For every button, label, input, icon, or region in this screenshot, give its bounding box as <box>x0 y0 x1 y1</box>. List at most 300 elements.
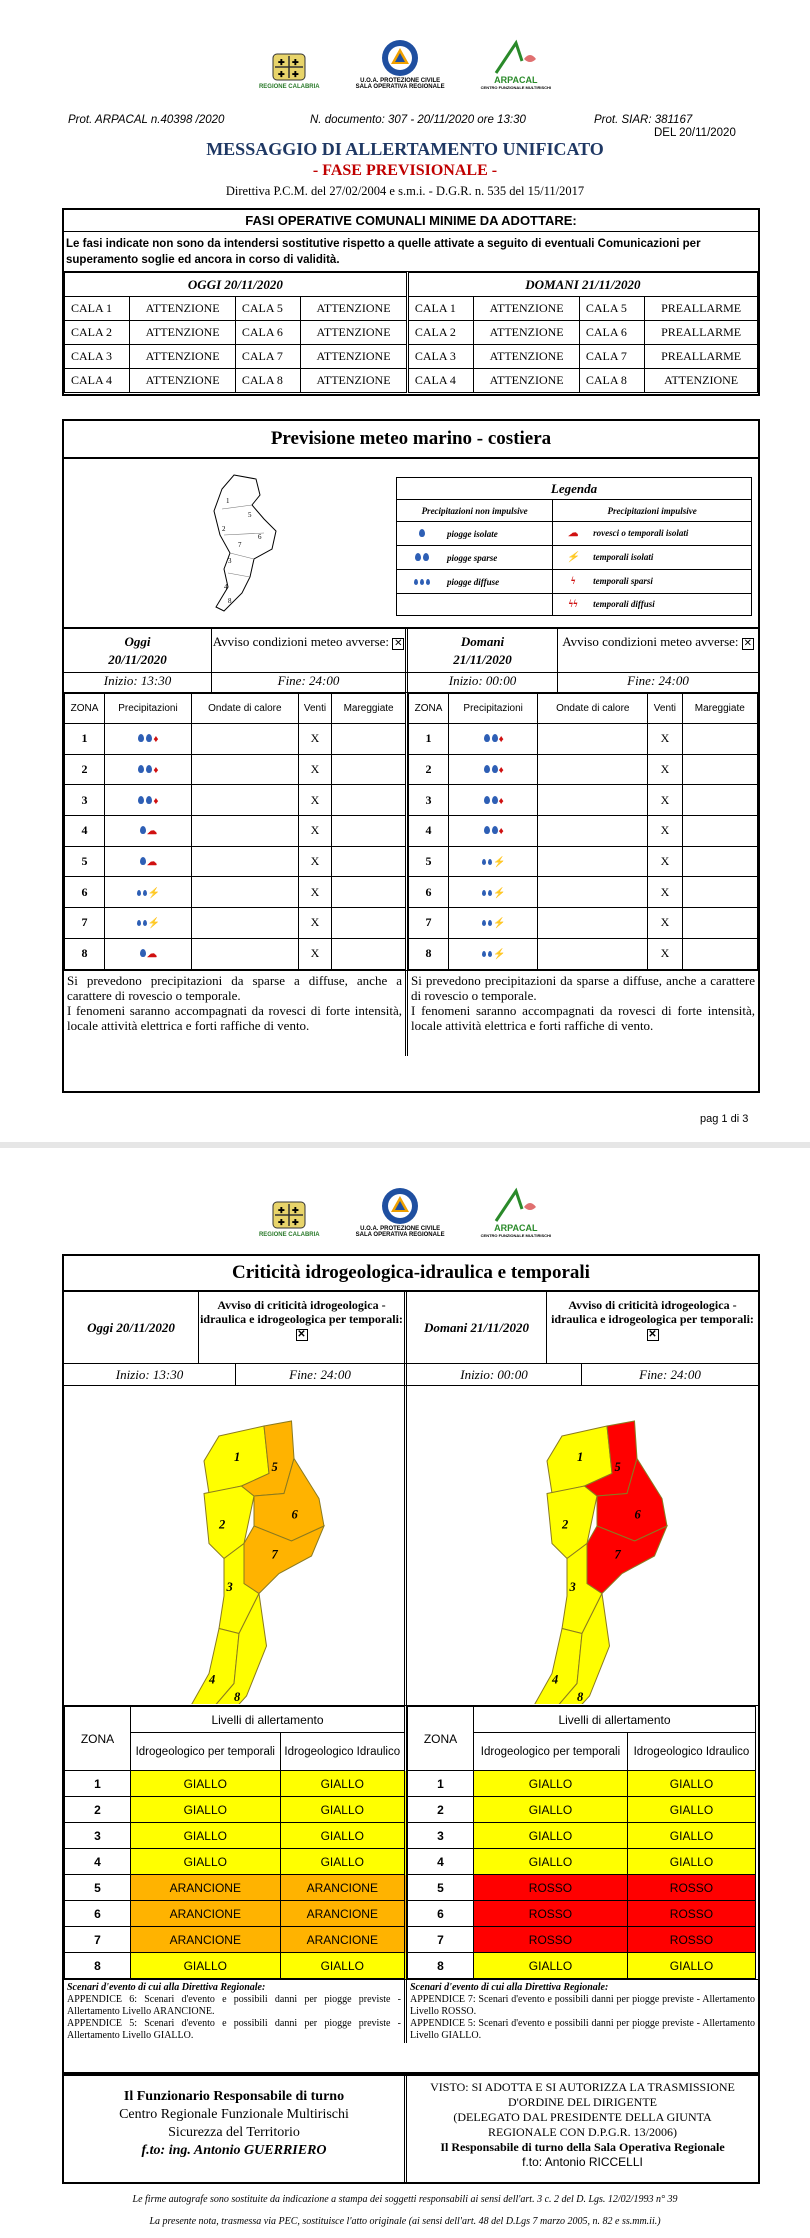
crit-level: GIALLO <box>627 1797 755 1823</box>
meteo-cell <box>538 877 648 908</box>
crit-domani: Domani 21/11/2020 <box>407 1292 547 1363</box>
zone-number: 6 <box>65 877 105 908</box>
legend-r1b: rovesci o temporali isolati <box>593 528 689 538</box>
meteo-col-header: Ondate di calore <box>191 694 298 724</box>
meteo-cell: X <box>298 785 331 816</box>
meteo-cell <box>332 908 407 939</box>
meteo-cell <box>332 754 407 785</box>
crit-livelli-header: Livelli di allertamento <box>131 1707 406 1733</box>
crit-times <box>64 1364 758 1386</box>
legend-col2: Precipitazioni impulsive <box>553 500 752 522</box>
legend-r1a: piogge isolate <box>447 528 498 539</box>
meteo-cell: X <box>298 908 331 939</box>
meteo-title: Previsione meteo marino - costiera <box>64 421 758 459</box>
meteo-map-area <box>64 459 758 629</box>
meteo-cell <box>538 816 648 847</box>
logo-bar-2 <box>0 1186 810 1238</box>
meteo-col-header: Precipitazioni <box>105 694 192 724</box>
fasi-cala: CALA 6 <box>235 321 300 345</box>
zone-number: 7 <box>65 1927 131 1953</box>
crit-fine-domani: Fine: 24:00 <box>639 1367 701 1382</box>
visto-6: f.to: Antonio RICCELLI <box>522 2155 643 2169</box>
precip-icon: ☁ <box>105 938 192 969</box>
zone-number: 3 <box>409 785 449 816</box>
meteo-cell: X <box>298 754 331 785</box>
meteo-cell <box>332 724 407 755</box>
sign-f2: Centro Regionale Funzionale Multirischi <box>119 2107 349 2122</box>
zone-number: 3 <box>65 785 105 816</box>
crit-tables <box>64 1706 758 1979</box>
storm-isolated-icon: ⚡ <box>566 552 580 563</box>
footnote-1: Le firme autografe sono sostituite da indicazione a stampa dei soggetti responsabili ai sensi dell'art. 3 c. 2 del D. Lgs. 12/02/1993 n° 39 <box>132 2194 678 2205</box>
map-zone-label: 1 <box>234 1450 241 1464</box>
doc-date: DEL 20/11/2020 <box>654 127 736 139</box>
crit-zona-header: ZONA <box>408 1707 474 1771</box>
sign-f3: Sicurezza del Territorio <box>168 2125 300 2140</box>
fasi-note: Le fasi indicate non sono da intendersi sostitutive rispetto a quelle attivate a seguito di eventuali Comunicazioni per superamento soglie ed ancora in corso di validità. <box>64 232 758 272</box>
text-domani-1: Si prevedono precipitazioni da sparse a diffuse, anche a carattere di rovescio o temporale. <box>411 972 755 1003</box>
crit-level: GIALLO <box>131 1823 281 1849</box>
crit-level: GIALLO <box>280 1771 405 1797</box>
storm-scattered-icon: ϟ <box>570 576 576 587</box>
legend-table <box>396 477 752 616</box>
visto-4: REGIONALE CON D.P.G.R. 13/2006) <box>488 2125 677 2139</box>
svg-text:✚: ✚ <box>278 58 285 67</box>
fasi-cala: CALA 3 <box>407 345 474 369</box>
crit-level: ROSSO <box>474 1901 628 1927</box>
visto-2: D'ORDINE DEL DIRIGENTE <box>507 2095 658 2109</box>
meteo-day-headers <box>64 629 758 673</box>
scenari-oggi-1: APPENDICE 6: Scenari d'evento e possibili danni per piogge previste - Allertamento Livello ARANCIONE. <box>67 1994 401 2017</box>
zone-number: 3 <box>65 1823 131 1849</box>
crit-box <box>62 1254 760 2074</box>
fasi-cala: CALA 4 <box>407 369 474 393</box>
svg-text:4: 4 <box>224 583 228 591</box>
fasi-cala: CALA 2 <box>65 321 130 345</box>
calabria-logo: ✚ ✚ ✚ ✚ REGIONE CALABRIA <box>259 1198 320 1238</box>
svg-text:✚: ✚ <box>292 1218 299 1227</box>
fasi-table <box>64 272 758 393</box>
meteo-cell: X <box>298 938 331 969</box>
avviso-checkbox: ✕ <box>297 1329 306 1340</box>
meteo-cell: X <box>648 908 682 939</box>
fasi-level: ATTENZIONE <box>130 345 235 369</box>
fasi-cala: CALA 7 <box>579 345 644 369</box>
map-zone-label: 2 <box>562 1517 569 1532</box>
map-zone-label: 8 <box>577 1690 584 1704</box>
directive: Direttiva P.C.M. del 27/02/2004 e s.m.i. - D.G.R. n. 535 del 15/11/2017 <box>225 184 585 198</box>
map-zone-label: 1 <box>577 1450 584 1464</box>
meteo-cell <box>682 754 757 785</box>
crit-maps <box>64 1386 758 1706</box>
protezione-civile-logo: U.O.A. PROTEZIONE CIVILE SALA OPERATIVA REGIONALE <box>356 1186 445 1238</box>
svg-text:3: 3 <box>228 557 232 565</box>
crit-level: ROSSO <box>627 1901 755 1927</box>
avviso-checkbox: ✕ <box>394 638 403 649</box>
fasi-cala: CALA 3 <box>65 345 130 369</box>
map-zone-label: 7 <box>614 1547 621 1562</box>
fasi-level: ATTENZIONE <box>130 297 235 321</box>
meteo-cell <box>191 816 298 847</box>
crit-inizio-oggi: Inizio: 13:30 <box>64 1364 236 1385</box>
visto-1: VISTO: SI ADOTTA E SI AUTORIZZA LA TRASMISSIONE <box>430 2080 735 2094</box>
map-zone-label: 2 <box>219 1517 226 1532</box>
precip-icon: ⚡ <box>449 908 538 939</box>
crit-level: GIALLO <box>280 1797 405 1823</box>
crit-inizio-domani: Inizio: 00:00 <box>407 1364 582 1385</box>
meteo-cell <box>191 938 298 969</box>
legend-col1: Precipitazioni non impulsive <box>397 500 553 522</box>
meteo-cell <box>191 908 298 939</box>
svg-text:5: 5 <box>248 511 252 519</box>
meteo-cell <box>191 785 298 816</box>
zone-number: 7 <box>65 908 105 939</box>
crit-level: GIALLO <box>627 1849 755 1875</box>
zone-number: 4 <box>65 816 105 847</box>
crit-level: ARANCIONE <box>131 1875 281 1901</box>
fasi-level: ATTENZIONE <box>130 321 235 345</box>
crit-level: ROSSO <box>627 1927 755 1953</box>
meteo-cell: X <box>298 816 331 847</box>
crit-oggi: Oggi 20/11/2020 <box>64 1292 199 1363</box>
crit-scenari <box>64 1979 758 2043</box>
meteo-cell <box>538 724 648 755</box>
meteo-col-header: Venti <box>298 694 331 724</box>
legend-title: Legenda <box>397 478 752 500</box>
crit-level: ROSSO <box>474 1927 628 1953</box>
oggi-avviso: Avviso condizioni meteo avverse: ✕ <box>212 629 408 672</box>
crit-level: GIALLO <box>627 1823 755 1849</box>
crit-level: GIALLO <box>474 1823 628 1849</box>
map-zone-label: 3 <box>226 1580 233 1594</box>
crit-level: GIALLO <box>131 1797 281 1823</box>
precip-icon: ♦ <box>449 754 538 785</box>
meteo-cell <box>332 785 407 816</box>
visto-5: Il Responsabile di turno della Sala Operativa Regionale <box>440 2140 725 2154</box>
svg-text:✚: ✚ <box>278 1206 285 1215</box>
map-zone-label: 4 <box>209 1672 216 1687</box>
doc-number: N. documento: 307 - 20/11/2020 ore 13:30 <box>310 114 526 126</box>
precip-icon: ☁ <box>105 846 192 877</box>
meteo-cell: X <box>648 816 682 847</box>
map-zone-label: 7 <box>271 1547 278 1562</box>
protezione-civile-logo: U.O.A. PROTEZIONE CIVILE SALA OPERATIVA REGIONALE <box>356 38 445 90</box>
zone-number: 7 <box>409 908 449 939</box>
crit-fine-oggi: Fine: 24:00 <box>236 1364 407 1385</box>
meteo-cell: X <box>648 724 682 755</box>
meteo-cell <box>682 938 757 969</box>
zone-number: 5 <box>409 846 449 877</box>
fasi-level: PREALLARME <box>645 297 758 321</box>
svg-text:✚: ✚ <box>292 58 299 67</box>
storm-isolated-showers-icon: ☁ <box>568 528 579 539</box>
zone-number: 6 <box>65 1901 131 1927</box>
crit-livelli-header: Livelli di allertamento <box>474 1707 756 1733</box>
meteo-tables <box>64 693 758 970</box>
domani-inizio: Inizio: 00:00 <box>408 673 558 692</box>
zone-number: 5 <box>408 1875 474 1901</box>
meteo-cell: X <box>298 724 331 755</box>
crit-level: GIALLO <box>474 1771 628 1797</box>
svg-text:✚: ✚ <box>278 70 285 79</box>
avviso-checkbox: ✕ <box>743 638 752 649</box>
fasi-level: ATTENZIONE <box>474 321 579 345</box>
zone-number: 5 <box>65 846 105 877</box>
meteo-col-header: Mareggiate <box>682 694 757 724</box>
svg-text:✚: ✚ <box>292 70 299 79</box>
calabria-logo: ✚ ✚ ✚ ✚ REGIONE CALABRIA <box>259 50 320 90</box>
signature-box <box>62 2074 760 2184</box>
sign-f4: f.to: ing. Antonio GUERRIERO <box>141 2143 327 2158</box>
fasi-level: ATTENZIONE <box>301 345 408 369</box>
crit-title: Criticità idrogeologica-idraulica e temporali <box>64 1256 758 1292</box>
fasi-level: ATTENZIONE <box>301 321 408 345</box>
precip-icon: ♦ <box>449 816 538 847</box>
fasi-cala: CALA 2 <box>407 321 474 345</box>
crit-col1-header: Idrogeologico per temporali <box>131 1733 281 1771</box>
zone-number: 6 <box>409 877 449 908</box>
meteo-cell <box>191 877 298 908</box>
meteo-times <box>64 673 758 693</box>
fasi-domani: DOMANI 21/11/2020 <box>407 273 757 297</box>
text-oggi-2: I fenomeni saranno accompagnati da rovesci di forte intensità, locale attività elettrica e forti raffiche di vento. <box>67 1002 402 1033</box>
arpacal-logo: ARPACAL CENTRO FUNZIONALE MULTIRISCHI <box>481 1187 551 1238</box>
precip-icon: ⚡ <box>449 846 538 877</box>
zone-number: 4 <box>65 1849 131 1875</box>
svg-text:✚: ✚ <box>278 1218 285 1227</box>
map-zone-label: 5 <box>614 1460 621 1474</box>
svg-text:7: 7 <box>238 541 242 549</box>
domani-label: Domani <box>460 634 505 649</box>
crit-col2-header: Idrogeologico Idraulico <box>280 1733 405 1771</box>
legend-r3b: temporali sparsi <box>593 576 653 586</box>
precip-icon: ⚡ <box>449 938 538 969</box>
meteo-cell: X <box>648 846 682 877</box>
precip-icon: ♦ <box>449 724 538 755</box>
rain-isolated-icon <box>419 529 425 537</box>
legend-r2b: temporali isolati <box>593 552 654 562</box>
meteo-cell <box>538 785 648 816</box>
map-zone-label: 6 <box>634 1507 641 1522</box>
oggi-date: 20/11/2020 <box>108 652 167 667</box>
crit-level: GIALLO <box>131 1953 281 1979</box>
crit-avviso-oggi: Avviso di criticità idrogeologica - idraulica e idrogeologica per temporali: ✕ <box>199 1292 407 1363</box>
prot-arpacal: Prot. ARPACAL n.40398 /2020 <box>68 114 225 126</box>
zone-number: 4 <box>409 816 449 847</box>
map-zone-label: 4 <box>552 1672 559 1687</box>
crit-col2-header: Idrogeologico Idraulico <box>627 1733 755 1771</box>
crit-level: ARANCIONE <box>280 1875 405 1901</box>
svg-text:1: 1 <box>226 497 230 505</box>
meteo-table-oggi <box>64 693 408 970</box>
meteo-cell <box>682 846 757 877</box>
fasi-level: ATTENZIONE <box>645 369 758 393</box>
page-separator <box>0 1142 810 1148</box>
map-zone-label: 5 <box>271 1460 278 1474</box>
map-zone-label: 3 <box>569 1580 576 1594</box>
fasi-level: ATTENZIONE <box>301 297 408 321</box>
legend-r4b: temporali diffusi <box>593 599 655 609</box>
oggi-inizio: Inizio: 13:30 <box>64 673 212 692</box>
scenari-title: Scenari d'evento di cui alla Direttiva Regionale: <box>67 1982 266 1993</box>
oggi-fine: Fine: 24:00 <box>212 673 408 692</box>
crit-level: GIALLO <box>474 1849 628 1875</box>
scenari-oggi-2: APPENDICE 5: Scenari d'evento e possibili danni per piogge previste - Allertamento Livello GIALLO. <box>67 2018 401 2041</box>
meteo-col-header: ZONA <box>409 694 449 724</box>
fasi-level: ATTENZIONE <box>301 369 408 393</box>
meteo-col-header: Venti <box>648 694 682 724</box>
sign-f1: Il Funzionario Responsabile di turno <box>123 2089 345 2104</box>
text-oggi-1: Si prevedono precipitazioni da sparse a diffuse, anche a carattere di rovescio o temporale. <box>67 972 402 1003</box>
meteo-cell <box>682 908 757 939</box>
crit-level: GIALLO <box>627 1953 755 1979</box>
precip-icon: ♦ <box>105 785 192 816</box>
domani-date: 21/11/2020 <box>453 652 512 667</box>
zone-number: 8 <box>409 938 449 969</box>
fasi-oggi: OGGI 20/11/2020 <box>65 273 408 297</box>
meteo-cell <box>332 938 407 969</box>
crit-level: GIALLO <box>474 1797 628 1823</box>
calabria-zone-map <box>194 469 314 619</box>
precip-icon: ⚡ <box>105 877 192 908</box>
svg-text:8: 8 <box>228 597 232 605</box>
zone-number: 1 <box>409 724 449 755</box>
zone-number: 1 <box>65 1771 131 1797</box>
precip-icon: ⚡ <box>449 877 538 908</box>
meteo-cell: X <box>648 938 682 969</box>
meteo-cell <box>191 846 298 877</box>
precip-icon: ♦ <box>105 754 192 785</box>
crit-level: ARANCIONE <box>280 1901 405 1927</box>
scenari-title: Scenari d'evento di cui alla Direttiva Regionale: <box>410 1982 609 1993</box>
meteo-cell <box>191 724 298 755</box>
zone-number: 4 <box>408 1849 474 1875</box>
crit-level: GIALLO <box>280 1849 405 1875</box>
meteo-cell: X <box>298 846 331 877</box>
precip-icon: ♦ <box>105 724 192 755</box>
meteo-cell <box>682 816 757 847</box>
meteo-cell: X <box>298 877 331 908</box>
meteo-col-header: Precipitazioni <box>449 694 538 724</box>
map-zone-label: 6 <box>291 1507 298 1522</box>
crit-level: GIALLO <box>280 1823 405 1849</box>
meteo-cell <box>538 846 648 877</box>
fasi-cala: CALA 5 <box>235 297 300 321</box>
scenari-domani-2: APPENDICE 5: Scenari d'evento e possibili danni per piogge previste - Allertamento Livello GIALLO. <box>410 2018 755 2041</box>
fasi-level: PREALLARME <box>645 345 758 369</box>
crit-table-oggi <box>64 1706 407 1979</box>
map-zone-label: 8 <box>234 1690 241 1704</box>
meteo-cell <box>538 754 648 785</box>
fasi-cala: CALA 1 <box>407 297 474 321</box>
fasi-cala: CALA 8 <box>235 369 300 393</box>
zone-number: 2 <box>408 1797 474 1823</box>
meteo-cell <box>332 877 407 908</box>
meteo-cell <box>332 816 407 847</box>
legend-r3a: piogge diffuse <box>447 576 500 587</box>
crit-level: GIALLO <box>131 1849 281 1875</box>
crit-day-headers <box>64 1292 758 1364</box>
calabria-map-domani <box>407 1386 757 1704</box>
precip-icon: ☁ <box>105 816 192 847</box>
zone-number: 7 <box>408 1927 474 1953</box>
crit-level: GIALLO <box>280 1953 405 1979</box>
fasi-cala: CALA 1 <box>65 297 130 321</box>
precip-icon: ⚡ <box>105 908 192 939</box>
prot-siar: Prot. SIAR: 381167 <box>594 114 693 126</box>
meteo-cell <box>191 754 298 785</box>
crit-level: ROSSO <box>474 1875 628 1901</box>
fasi-cala: CALA 8 <box>579 369 644 393</box>
zone-number: 2 <box>65 1797 131 1823</box>
zone-number: 6 <box>408 1901 474 1927</box>
fasi-level: ATTENZIONE <box>130 369 235 393</box>
oggi-label: Oggi <box>124 634 151 649</box>
zone-number: 3 <box>408 1823 474 1849</box>
page-title: MESSAGGIO DI ALLERTAMENTO UNIFICATO <box>206 139 604 159</box>
visto-3: (DELEGATO DAL PRESIDENTE DELLA GIUNTA <box>453 2110 712 2124</box>
crit-level: ROSSO <box>627 1875 755 1901</box>
zone-number: 2 <box>409 754 449 785</box>
zone-number: 8 <box>65 1953 131 1979</box>
zone-number: 5 <box>65 1875 131 1901</box>
svg-text:✚: ✚ <box>292 1206 299 1215</box>
fasi-level: PREALLARME <box>645 321 758 345</box>
meteo-col-header: Ondate di calore <box>538 694 648 724</box>
page-number: pag 1 di 3 <box>700 1113 749 1125</box>
fasi-box <box>62 208 760 396</box>
meteo-col-header: ZONA <box>65 694 105 724</box>
fasi-heading: FASI OPERATIVE COMUNALI MINIME DA ADOTTARE: <box>64 210 758 232</box>
avviso-checkbox: ✕ <box>648 1329 657 1340</box>
crit-avviso-domani: Avviso di criticità idrogeologica - idraulica e idrogeologica per temporali: ✕ <box>551 1298 754 1340</box>
page-subtitle: - FASE PREVISIONALE - <box>312 162 498 179</box>
fasi-level: ATTENZIONE <box>474 297 579 321</box>
svg-text:6: 6 <box>258 533 262 541</box>
fasi-cala: CALA 5 <box>579 297 644 321</box>
domani-avviso: Avviso condizioni meteo avverse: ✕ <box>562 634 752 649</box>
fasi-cala: CALA 4 <box>65 369 130 393</box>
crit-level: GIALLO <box>131 1771 281 1797</box>
crit-level: GIALLO <box>474 1953 628 1979</box>
meteo-cell <box>682 877 757 908</box>
fasi-level: ATTENZIONE <box>474 345 579 369</box>
fasi-cala: CALA 7 <box>235 345 300 369</box>
zone-number: 8 <box>408 1953 474 1979</box>
zone-number: 2 <box>65 754 105 785</box>
meteo-cell <box>332 846 407 877</box>
zone-number: 1 <box>65 724 105 755</box>
meteo-cell <box>538 908 648 939</box>
crit-col1-header: Idrogeologico per temporali <box>474 1733 628 1771</box>
crit-level: ARANCIONE <box>131 1927 281 1953</box>
meteo-table-domani <box>408 693 758 970</box>
meteo-cell <box>682 785 757 816</box>
meteo-cell: X <box>648 754 682 785</box>
crit-table-domani <box>407 1706 756 1979</box>
crit-level: ARANCIONE <box>131 1901 281 1927</box>
fasi-level: ATTENZIONE <box>474 369 579 393</box>
meteo-text <box>64 970 758 1056</box>
crit-zona-header: ZONA <box>65 1707 131 1771</box>
domani-fine: Fine: 24:00 <box>627 673 689 688</box>
crit-level: GIALLO <box>627 1771 755 1797</box>
meteo-cell <box>538 938 648 969</box>
scenari-domani-1: APPENDICE 7: Scenari d'evento e possibili danni per piogge previste - Allertamento Livello ROSSO. <box>410 1994 755 2017</box>
meteo-box <box>62 419 760 1093</box>
rain-scattered-icon <box>397 553 447 563</box>
meteo-col-header: Mareggiate <box>332 694 407 724</box>
